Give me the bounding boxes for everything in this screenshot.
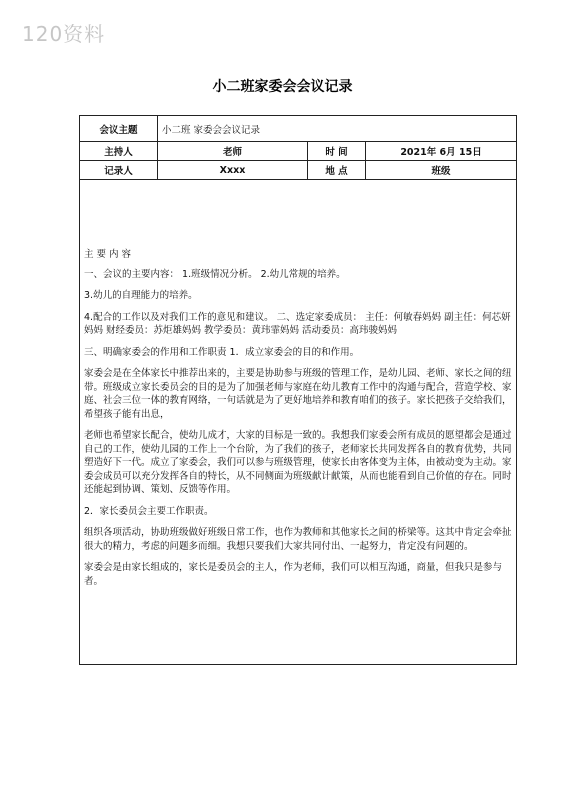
content-paragraph: 3.幼儿的自理能力的培养。 [84, 290, 198, 301]
content-heading: 主 要 内 容 [84, 249, 132, 260]
place-value: 班级 [366, 161, 517, 180]
place-label: 地 点 [308, 161, 366, 180]
topic-row [80, 116, 517, 142]
recorder-value: Xxxx [158, 161, 308, 180]
content-paragraph: 4.配合的工作以及对我们工作的意见和建议。 二、选定家委成员： 主任：何敏春妈妈 副主任：何芯妍妈妈 财经委员：苏炬雄妈妈 教学委员：黄玮霏妈妈 活动委员：高玮骏妈妈 [84, 311, 511, 336]
content-paragraph: 一、会议的主要内容： 1.班级情况分析。 2.幼儿常规的培养。 [84, 268, 346, 280]
content-paragraph: 家委会是在全体家长中推荐出来的，主要是协助参与班级的管理工作，是幼儿园、老师、家长之间的纽带。班级成立家长委员会的目的是为了加强老师与家庭在幼儿教育工作中的沟通与配合，营造学校、家庭、社会三位一体的教育网络，一句话就是为了更好地培养和教育咱们的孩子。家长把孩子交给我们，希望孩子能有出息， [84, 368, 512, 420]
recorder-row [80, 161, 517, 180]
watermark: 120资料 [22, 22, 106, 46]
time-value: 2021年 6月 15日 [366, 142, 517, 161]
content-row [80, 180, 517, 665]
time-label: 时 间 [308, 142, 366, 161]
content-paragraph: 家委会是由家长组成的，家长是委员会的主人，作为老师，我们可以相互沟通，商量，但我只是参与者。 [84, 562, 503, 587]
topic-label: 会议主题 [80, 116, 158, 142]
host-value: 老师 [158, 142, 308, 161]
content-paragraph: 老师也希望家长配合，使幼儿成才，大家的目标是一致的。我想我们家委会所有成员的愿望都会是通过自己的工作，使幼儿园的工作上一个台阶，为了我们的孩子，老师家长共同发挥各自的教育优势，共同塑造好下一代。成立了家委会，我们可以参与班级管理，使家长由客体变为主体，由被动变为主动。家委会成员可以充分发挥各自的特长，从不同侧面为班级献计献策，从而也能看到自己价值的存在。同时还能起到协调、策划、反馈等作用。 [84, 430, 512, 495]
content-paragraph: 2．家长委员会主要工作职责。 [84, 505, 214, 517]
content-paragraph: 组织各项活动，协助班级做好班级日常工作，也作为教师和其他家长之间的桥梁等。这其中肯定会牵扯很大的精力，考虑的问题多而细。我想只要我们大家共同付出、一起努力，肯定没有问题的。 [84, 527, 512, 552]
content-paragraph: 三、明确家委会的作用和工作职责 1．成立家委会的目的和作用。 [84, 346, 360, 358]
meeting-record-table [79, 115, 517, 665]
document-title: 小二班家委会会议记录 [212, 79, 353, 95]
content-cell [80, 180, 517, 665]
host-label: 主持人 [80, 142, 158, 161]
recorder-label: 记录人 [80, 161, 158, 180]
host-row [80, 142, 517, 161]
topic-value: 小二班 家委会会议记录 [158, 116, 517, 142]
